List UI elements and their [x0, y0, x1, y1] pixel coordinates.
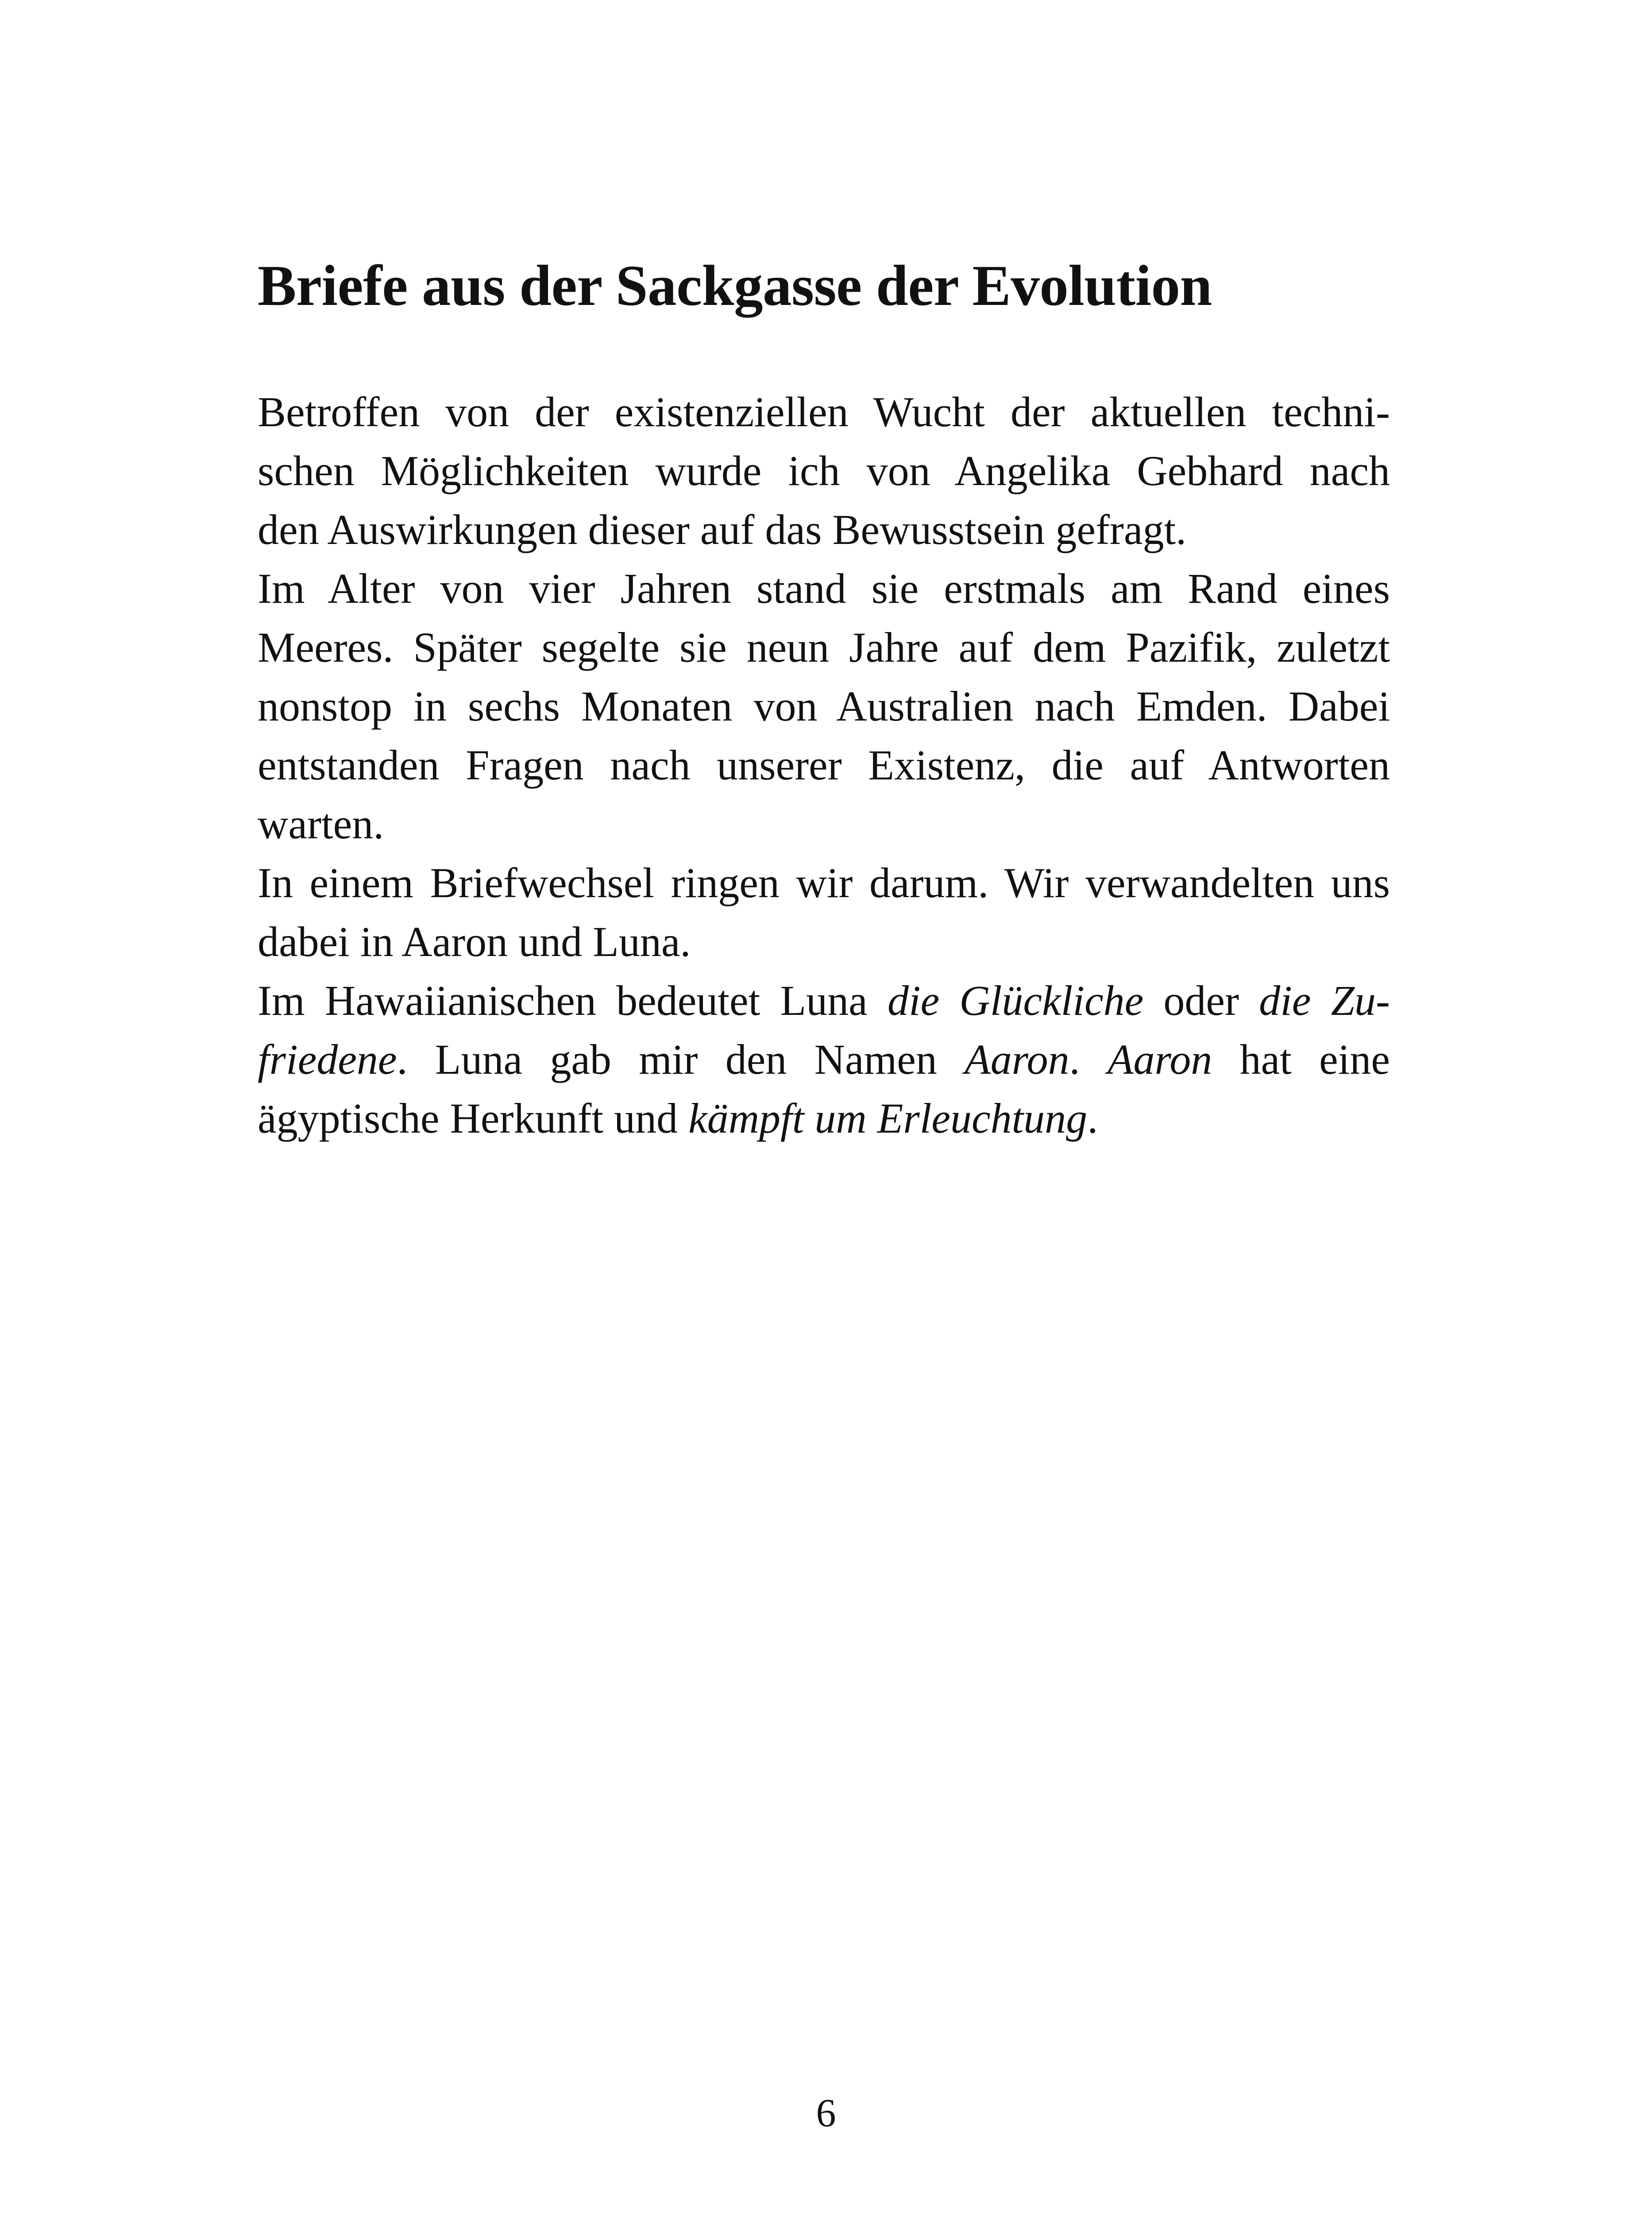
text-segment: .	[1087, 1095, 1098, 1142]
italic-segment: die Glückliche	[887, 977, 1144, 1024]
paragraph-3-line-2: dabei in Aaron und Luna.	[258, 918, 691, 965]
italic-segment: kämpft um Erleuchtung	[688, 1095, 1088, 1142]
paragraph-2-line-2: Meeres. Später segelte sie neun Jahre auf dem Pazifik, zuletzt	[258, 624, 1390, 671]
body-text	[258, 382, 1390, 1148]
paragraph-2-line-1: Im Alter von vier Jahren stand sie erstmals am Rand eines	[258, 565, 1390, 612]
text-segment: oder	[1143, 977, 1259, 1024]
italic-segment: die Zu-	[1259, 977, 1390, 1024]
paragraph-3-line-1: In einem Briefwechsel ringen wir darum. Wir verwandelten uns	[258, 859, 1390, 906]
text-segment: ägyptische Herkunft und	[258, 1095, 689, 1142]
paragraph-4-line-2	[258, 1030, 1390, 1089]
italic-segment: Aaron	[965, 1036, 1069, 1083]
italic-segment: friedene	[258, 1036, 397, 1083]
paragraph-4-line-1	[258, 971, 1390, 1030]
paragraph-1-line-2: schen Möglichkeiten wurde ich von Angelika Gebhard nach	[258, 447, 1390, 494]
text-segment: .	[1069, 1036, 1108, 1083]
text-segment: Im Hawaiianischen bedeutet Luna	[258, 977, 888, 1024]
italic-segment: Aaron	[1107, 1036, 1212, 1083]
text-segment: hat eine	[1212, 1036, 1390, 1083]
text-segment: . Luna gab mir den Namen	[397, 1036, 965, 1083]
paragraph-4-line-3	[258, 1089, 1390, 1148]
paragraph-1-line-1: Betroffen von der existenziellen Wucht der aktuellen techni-	[258, 388, 1390, 436]
paragraph-1-line-3: den Auswirkungen dieser auf das Bewusstsein gefragt.	[258, 506, 1187, 553]
chapter-title: Briefe aus der Sackgasse der Evolution	[258, 254, 1212, 318]
paragraph-2-line-3: nonstop in sechs Monaten von Australien nach Emden. Dabei	[258, 682, 1390, 730]
paragraph-2-line-4: entstanden Fragen nach unserer Existenz, die auf Antworten	[258, 741, 1390, 789]
paragraph-2-line-5: warten.	[258, 800, 384, 848]
page-number: 6	[816, 2091, 836, 2135]
